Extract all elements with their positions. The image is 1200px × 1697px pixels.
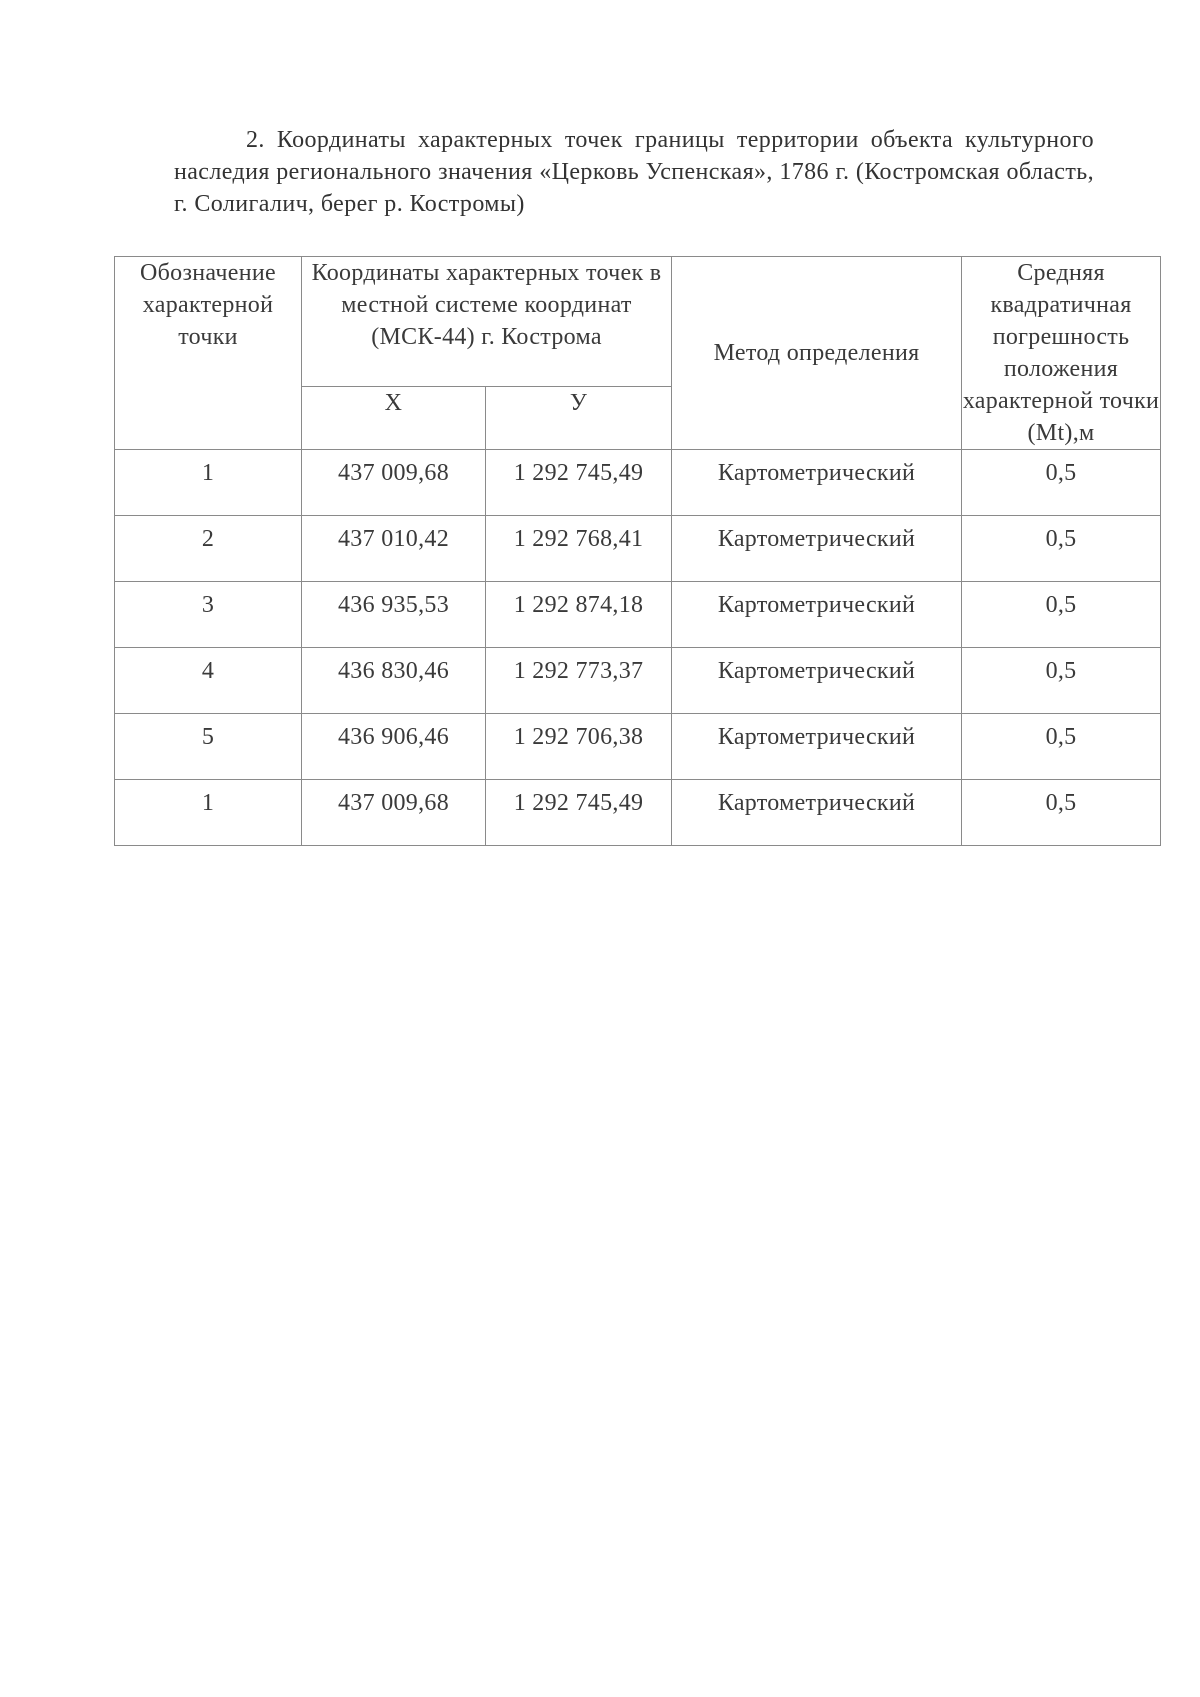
cell-error: 0,5 bbox=[962, 450, 1161, 516]
cell-x: 436 906,46 bbox=[302, 714, 486, 780]
cell-y: 1 292 768,41 bbox=[486, 516, 672, 582]
cell-x: 437 010,42 bbox=[302, 516, 486, 582]
section-heading-text: 2. Координаты характерных точек границы территории объекта культурного наследия регионального значения «Церковь Успенская», 1786 г. (Костромская область, г. Солигалич, берег р. Костромы) bbox=[174, 127, 1094, 217]
cell-x: 436 830,46 bbox=[302, 648, 486, 714]
cell-y: 1 292 773,37 bbox=[486, 648, 672, 714]
cell-point: 3 bbox=[115, 582, 302, 648]
section-heading bbox=[174, 124, 1094, 220]
table-row bbox=[115, 516, 1161, 582]
table-row bbox=[115, 714, 1161, 780]
cell-method: Картометрический bbox=[672, 714, 962, 780]
table-row bbox=[115, 648, 1161, 714]
cell-y: 1 292 874,18 bbox=[486, 582, 672, 648]
cell-method: Картометрический bbox=[672, 582, 962, 648]
header-coords: Координаты характерных точек в местной системе координат (МСК-44) г. Кострома bbox=[302, 257, 672, 387]
header-point: Обозначение характерной точки bbox=[115, 257, 302, 450]
table-row bbox=[115, 780, 1161, 846]
cell-y: 1 292 706,38 bbox=[486, 714, 672, 780]
cell-error: 0,5 bbox=[962, 516, 1161, 582]
cell-x: 437 009,68 bbox=[302, 450, 486, 516]
cell-point: 2 bbox=[115, 516, 302, 582]
cell-point: 5 bbox=[115, 714, 302, 780]
cell-x: 437 009,68 bbox=[302, 780, 486, 846]
cell-method: Картометрический bbox=[672, 516, 962, 582]
header-y: У bbox=[486, 387, 672, 450]
header-error: Средняя квадратичная погрешность положения характерной точки (Mt),м bbox=[962, 257, 1161, 450]
table-row bbox=[115, 582, 1161, 648]
coordinates-table bbox=[114, 256, 1161, 846]
cell-x: 436 935,53 bbox=[302, 582, 486, 648]
cell-point: 1 bbox=[115, 450, 302, 516]
cell-point: 4 bbox=[115, 648, 302, 714]
table-row bbox=[115, 450, 1161, 516]
cell-method: Картометрический bbox=[672, 450, 962, 516]
cell-error: 0,5 bbox=[962, 648, 1161, 714]
header-x: Х bbox=[302, 387, 486, 450]
table-body bbox=[115, 450, 1161, 846]
cell-method: Картометрический bbox=[672, 648, 962, 714]
cell-error: 0,5 bbox=[962, 780, 1161, 846]
cell-error: 0,5 bbox=[962, 714, 1161, 780]
cell-y: 1 292 745,49 bbox=[486, 780, 672, 846]
header-method: Метод определения bbox=[672, 257, 962, 450]
cell-y: 1 292 745,49 bbox=[486, 450, 672, 516]
cell-error: 0,5 bbox=[962, 582, 1161, 648]
cell-point: 1 bbox=[115, 780, 302, 846]
cell-method: Картометрический bbox=[672, 780, 962, 846]
table-header bbox=[115, 257, 1161, 450]
